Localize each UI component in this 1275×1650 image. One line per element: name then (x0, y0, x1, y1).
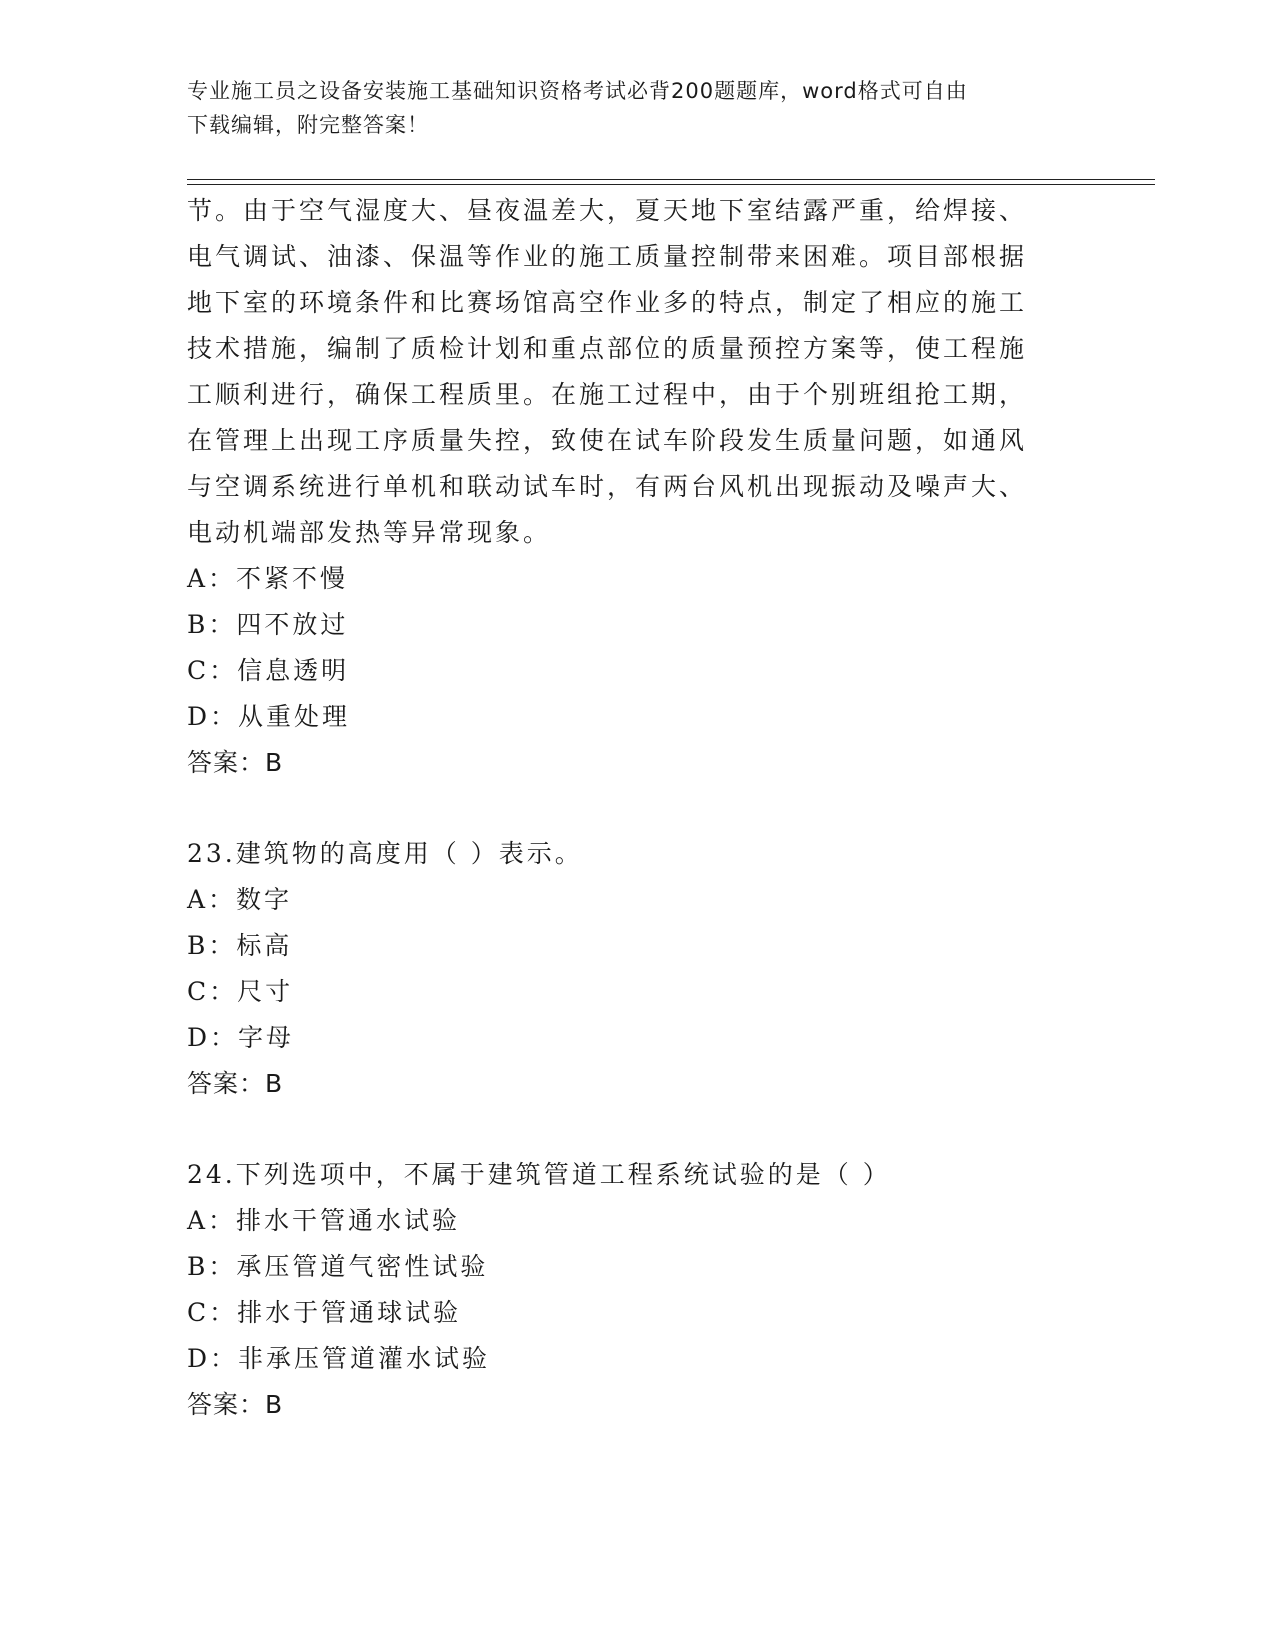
question-24 (187, 1152, 1067, 1428)
option-c: C：信息透明 (187, 656, 350, 685)
option-a: A：数字 (187, 885, 293, 914)
document-body (187, 188, 1067, 1428)
option-c: C：排水于管通球试验 (187, 1298, 462, 1327)
option-a: A：排水干管通水试验 (187, 1206, 461, 1235)
passage-line: 电气调试、油漆、保温等作业的施工质量控制带来困难。项目部根据 (187, 242, 1028, 271)
option-d: D：非承压管道灌水试验 (187, 1344, 491, 1373)
answer-line: 答案：B (187, 1069, 284, 1098)
passage-line: 地下室的环境条件和比赛场馆高空作业多的特点，制定了相应的施工 (187, 288, 1028, 317)
option-b: B：承压管道气密性试验 (187, 1252, 489, 1281)
passage-block (187, 188, 1067, 786)
passage-line: 节。由于空气湿度大、昼夜温差大，夏天地下室结露严重，给焊接、 (187, 196, 1028, 225)
header-line-2: 下载编辑，附完整答案！ (187, 113, 429, 137)
option-b: B：标高 (187, 931, 293, 960)
passage-line: 与空调系统进行单机和联动试车时，有两台风机出现振动及噪声大、 (187, 472, 1028, 501)
option-c: C：尺寸 (187, 977, 294, 1006)
option-d: D：字母 (187, 1023, 295, 1052)
passage-line: 电动机端部发热等异常现象。 (187, 518, 552, 547)
answer-line: 答案：B (187, 748, 284, 777)
question-title: 23.建筑物的高度用（ ）表示。 (187, 839, 583, 868)
passage-line: 技术措施，编制了质检计划和重点部位的质量预控方案等，使工程施 (187, 334, 1028, 363)
question-23 (187, 831, 1067, 1107)
passage-line: 在管理上出现工序质量失控，致使在试车阶段发生质量问题，如通风 (187, 426, 1028, 455)
document-header (187, 74, 1087, 142)
header-rule-top (187, 179, 1155, 180)
question-title: 24.下列选项中，不属于建筑管道工程系统试验的是（ ） (187, 1160, 891, 1189)
option-b: B：四不放过 (187, 610, 349, 639)
option-d: D：从重处理 (187, 702, 351, 731)
passage-line: 工顺利进行，确保工程质里。在施工过程中，由于个别班组抢工期， (187, 380, 1028, 409)
answer-line: 答案：B (187, 1390, 284, 1419)
header-line-1: 专业施工员之设备安装施工基础知识资格考试必背200题题库，word格式可自由 (187, 79, 968, 103)
header-rule-bottom (187, 184, 1155, 185)
spacer (187, 1107, 1067, 1152)
spacer (187, 786, 1067, 831)
option-a: A：不紧不慢 (187, 564, 349, 593)
